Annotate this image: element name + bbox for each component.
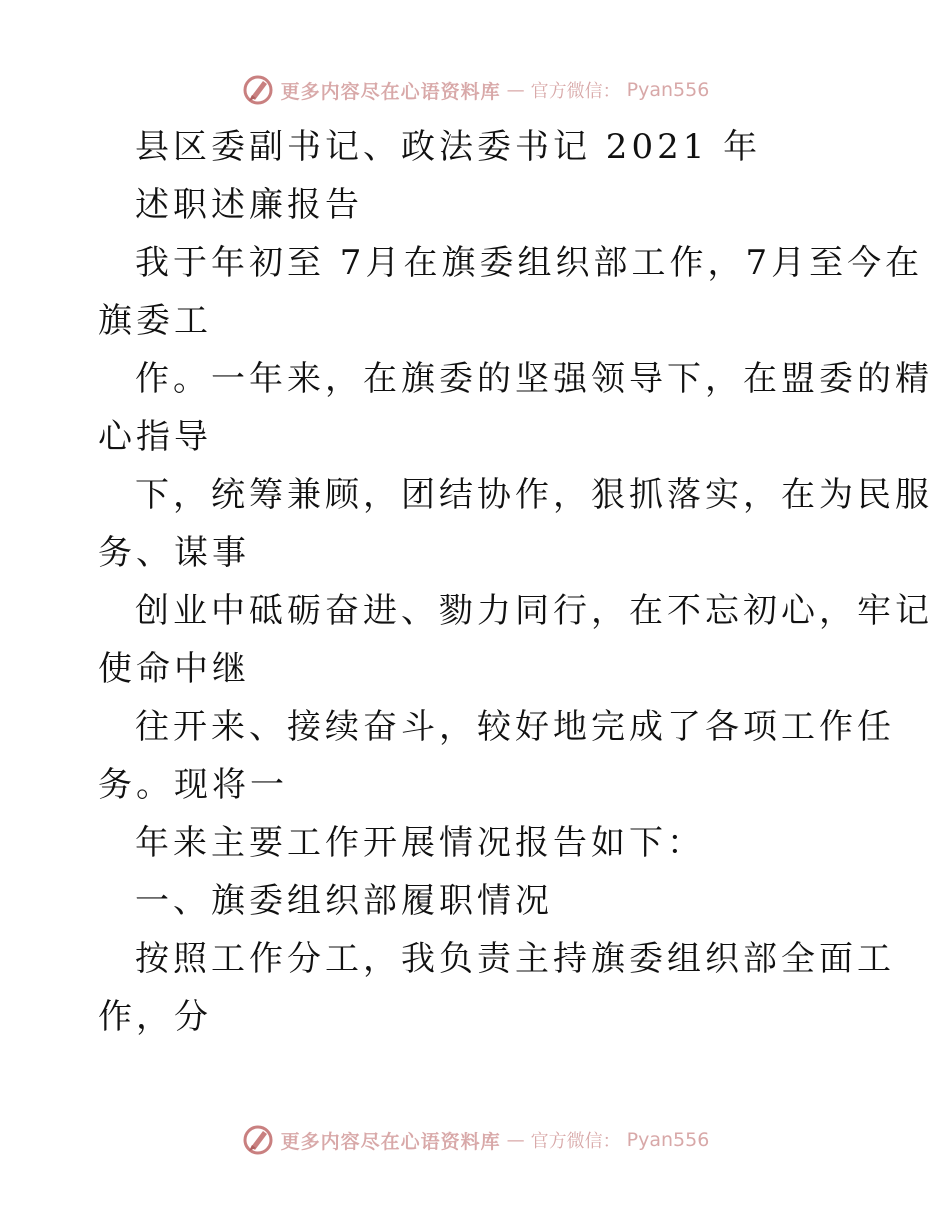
watermark-separator: — xyxy=(506,79,525,101)
pen-logo-icon xyxy=(241,73,275,107)
watermark-wechat-id: Pyan556 xyxy=(626,1129,710,1151)
watermark-brand: 更多内容尽在心语资料库 xyxy=(280,80,501,103)
title-line-2: 述职述廉报告 xyxy=(135,185,363,225)
paragraph-line: 年来主要工作开展情况报告如下： xyxy=(135,823,705,863)
watermark-wechat-label: 官方微信： xyxy=(530,1131,621,1152)
paragraph-line: 务、谋事 xyxy=(98,533,250,573)
pen-logo-icon xyxy=(241,1123,275,1157)
footer-watermark xyxy=(0,1120,950,1160)
title-line-1: 县区委副书记、政法委书记 2021 年 xyxy=(135,127,762,167)
watermark-wechat-label: 官方微信： xyxy=(530,81,621,102)
paragraph-line: 我于年初至 7月在旗委组织部工作，7月至今在 xyxy=(135,243,924,283)
paragraph-line: 旗委工 xyxy=(98,301,212,341)
paragraph-line: 作。一年来，在旗委的坚强领导下，在盟委的精 xyxy=(135,359,933,399)
header-watermark xyxy=(0,70,950,110)
paragraph-line: 心指导 xyxy=(98,417,212,457)
paragraph-line: 务。现将一 xyxy=(98,765,288,805)
watermark-separator: — xyxy=(506,1129,525,1151)
watermark-wechat-id: Pyan556 xyxy=(626,79,710,101)
paragraph-line: 往开来、接续奋斗，较好地完成了各项工作任 xyxy=(135,707,895,747)
paragraph-line: 创业中砥砺奋进、勠力同行，在不忘初心，牢记 xyxy=(135,591,933,631)
paragraph-line: 按照工作分工，我负责主持旗委组织部全面工 xyxy=(135,939,895,979)
paragraph-line: 下，统筹兼顾，团结协作，狠抓落实，在为民服 xyxy=(135,475,933,515)
paragraph-line: 作，分 xyxy=(98,997,212,1037)
paragraph-line: 使命中继 xyxy=(98,649,250,689)
section-heading: 一、旗委组织部履职情况 xyxy=(135,881,553,921)
watermark-brand: 更多内容尽在心语资料库 xyxy=(280,1130,501,1153)
